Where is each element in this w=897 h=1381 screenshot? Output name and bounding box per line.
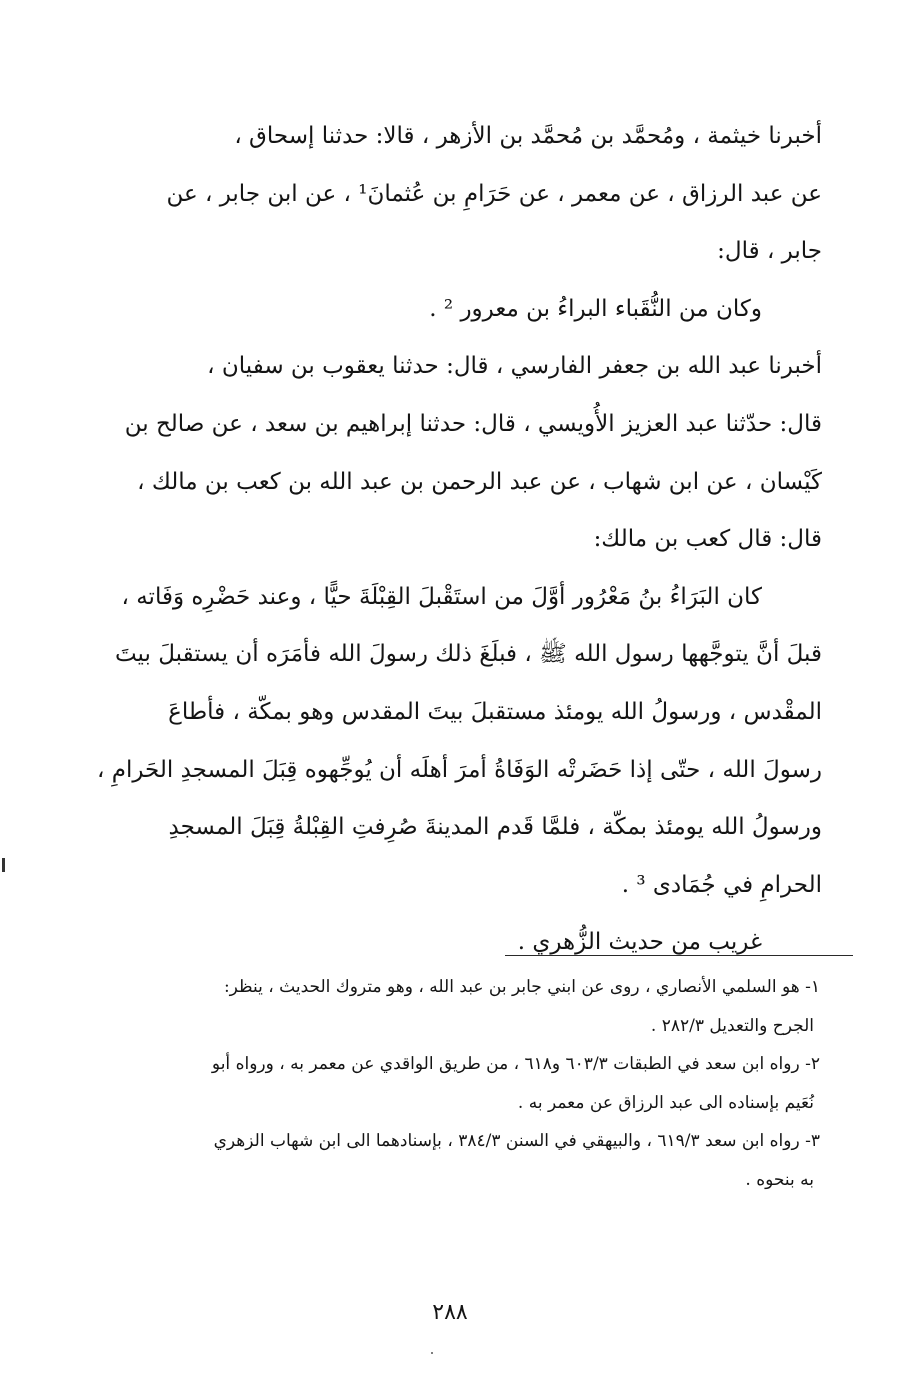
text-line: أخبرنا عبد الله بن جعفر الفارسي ، قال: حدثنا يعقوب بن سفيان ، <box>207 353 822 380</box>
text-line: وكان من النُّقَباء البراءُ بن معرور ² . <box>429 295 762 322</box>
text-line: رسولَ الله ، حتّى إذا حَضَرتْه الوَفَاةُ أمرَ أهلَه أن يُوجِّهوه قِبَلَ المسجدِ الحَرامِ ، <box>96 756 822 783</box>
text-line: المقْدس ، ورسولُ الله يومئذ مستقبلَ بيتَ المقدس وهو بمكّة ، فأطاعَ <box>168 698 822 725</box>
footnote-divider <box>505 955 853 956</box>
main-text <box>78 108 822 972</box>
text-line: قبلَ أنَّ يتوجَّهها رسول الله ﷺ ، فبلَغَ ذلك رسولَ الله فأمَرَه أن يستقبلَ بيتَ <box>114 641 822 668</box>
text-line: قال: قال كعب بن مالك: <box>593 526 822 553</box>
footnote-line: نُعَيم بإسناده الى عبد الرزاق عن معمر به . <box>517 1092 814 1113</box>
text-line: جابر ، قال: <box>717 238 822 265</box>
text-line: غريب من حديث الزُّهري . <box>517 929 762 956</box>
footnote-line: ١- هو السلمي الأنصاري ، روى عن ابني جابر بن عبد الله ، وهو متروك الحديث ، ينظر: <box>223 977 820 997</box>
text-line: ورسولُ الله يومئذ بمكّة ، فلمَّا قَدم المدينةَ صُرِفتِ القِبْلةُ قِبَلَ المسجدِ <box>168 814 822 841</box>
footnote-line: ٣- رواه ابن سعد ٦١٩/٣ ، والبيهقي في السنن ٣٨٤/٣ ، بإسنادهما الى ابن شهاب الزهري <box>213 1131 820 1151</box>
footnote-line: الجرح والتعديل ٢٨٢/٣ . <box>650 1015 814 1036</box>
text-line: كَيْسان ، عن ابن شهاب ، عن عبد الرحمن بن عبد الله بن كعب بن مالك ، <box>137 468 822 495</box>
text-line: قال: حدّثنا عبد العزيز الأُويسي ، قال: حدثنا إبراهيم بن سعد ، عن صالح بن <box>124 410 822 437</box>
text-line: أخبرنا خيثمة ، ومُحمَّد بن مُحمَّد بن الأزهر ، قالا: حدثنا إسحاق ، <box>234 123 822 149</box>
text-line: عن عبد الرزاق ، عن معمر ، عن حَرَامِ بن عُثمانَ¹ ، عن ابن جابر ، عن <box>166 180 822 207</box>
page-number: ٢٨٨ <box>432 1300 468 1325</box>
margin-mark <box>2 858 5 872</box>
footnote-line: ٢- رواه ابن سعد في الطبقات ٦٠٣/٣ و٦١٨ ، من طريق الواقدي عن معمر به ، ورواه أبو <box>211 1054 820 1074</box>
scan-dot <box>431 1352 433 1354</box>
footnotes <box>60 968 820 1199</box>
text-line: الحرامِ في جُمَادى ³ . <box>621 871 822 898</box>
footnote-line: به بنحوه . <box>745 1169 814 1190</box>
text-line: كان البَرَاءُ بنُ مَعْرُور أوَّلَ من استَقْبلَ القِبْلَةَ حيًّا ، وعند حَضْرِه وَفَاته ، <box>121 583 762 610</box>
